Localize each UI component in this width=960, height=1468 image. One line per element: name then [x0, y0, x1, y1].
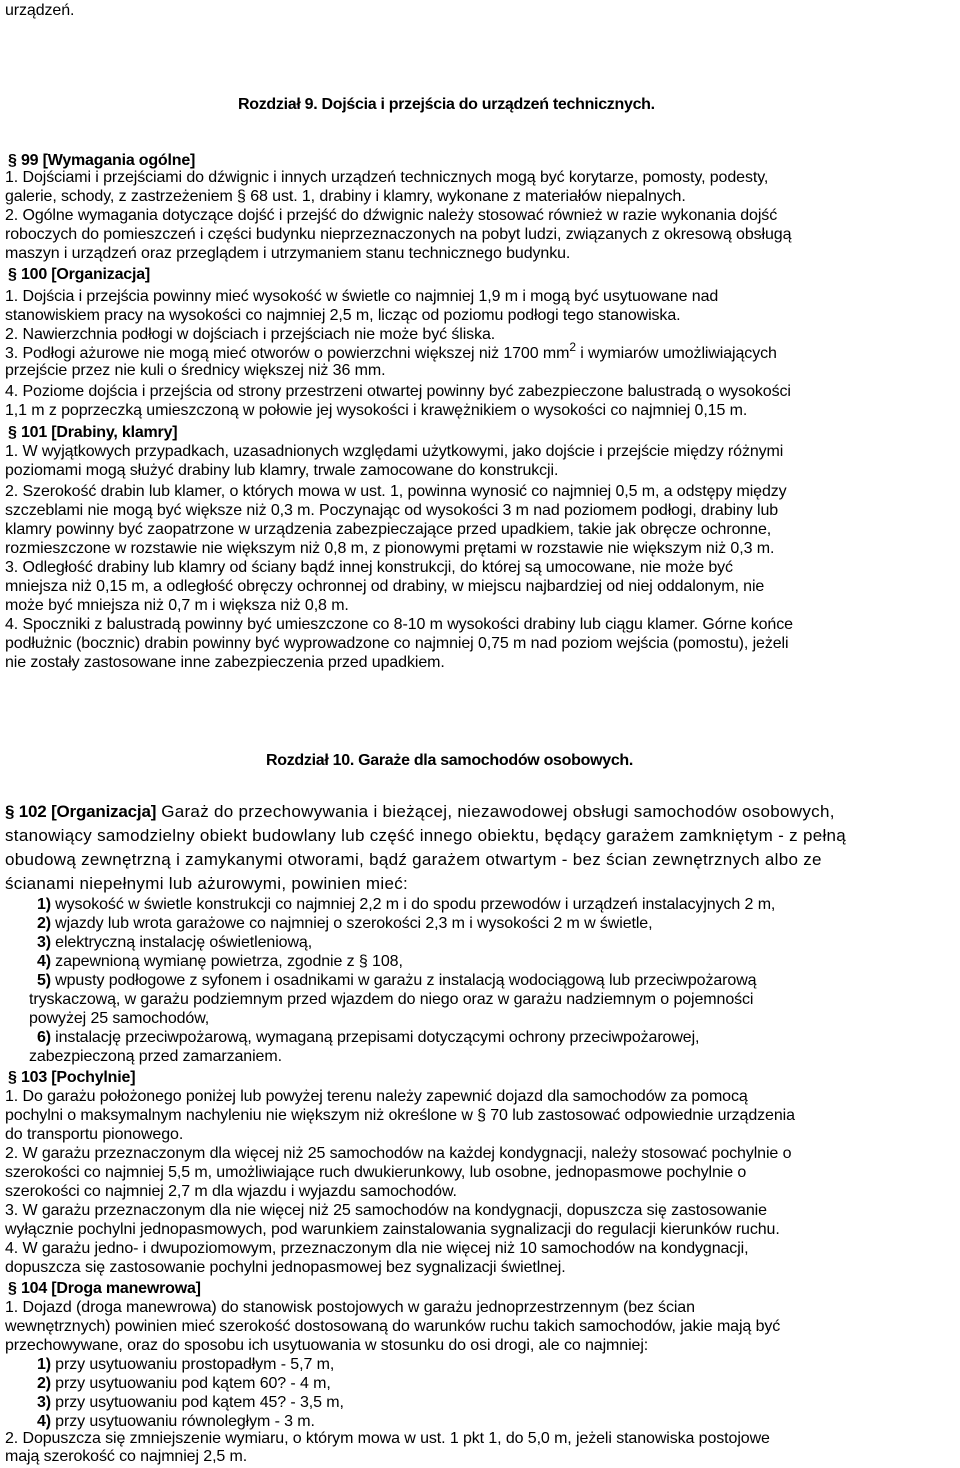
text-line: 2. Dopuszcza się zmniejszenie wymiaru, o którym mowa w ust. 1 pkt 1, do 5,0 m, jeżeli stanowiska postojowe: [5, 1430, 770, 1447]
text-line: 4. Spoczniki z balustradą powinny być umieszczone co 8-10 m wysokości drabiny lub ciągu klamer. Górne końce: [5, 616, 793, 633]
text-line: nie zostały zastosowane inne zabezpieczenia przed upadkiem.: [5, 654, 445, 671]
chapter-10-title: Rozdział 10. Garaże dla samochodów osobowych.: [266, 752, 634, 769]
text-line: rozmieszczone w rozstawie nie większym niż 0,8 m, z pionowymi prętami w rozstawie nie większym niż 0,3 m.: [5, 540, 775, 557]
list-item: 4) zapewnioną wymianę powietrza, zgodnie z § 108,: [37, 953, 403, 970]
superscript: 2: [569, 340, 576, 354]
text-line: 4. W garażu jedno- i dwupoziomowym, przeznaczonym dla nie więcej niż 10 samochodów na kondygnacji,: [5, 1240, 749, 1257]
text-line: poziomami mogą służyć drabiny lub klamry, trwale zamocowane do konstrukcji.: [5, 462, 559, 479]
section-104-heading: § 104 [Droga manewrowa]: [8, 1280, 201, 1297]
text-line: 1,1 m z poprzeczką umieszczoną w połowie jej wysokości i krawężnikiem o wysokości co najmniej 0,15 m.: [5, 402, 748, 419]
text-line: 1. Dojścia i przejścia powinny mieć wysokość w świetle co najmniej 1,9 m i mogą być usytuowane nad: [5, 288, 719, 305]
text-line: podłużnic (bocznic) drabin powinny być wyprowadzone co najmniej 0,75 m nad poziom wejścia (pomostu), jeżeli: [5, 635, 789, 652]
list-item: 3) przy usytuowaniu pod kątem 45? - 3,5 m,: [37, 1394, 344, 1411]
text-line: 2. W garażu przeznaczonym dla więcej niż 25 samochodów na każdej kondygnacji, należy stosować pochylnie o: [5, 1145, 792, 1162]
text-line: do transportu pionowego.: [5, 1126, 184, 1143]
text-line: szerokości co najmniej 2,7 m dla wjazdu i wyjazdu samochodów.: [5, 1183, 457, 1200]
text-line: urządzeń.: [5, 2, 75, 19]
list-item: 2) wjazdy lub wrota garażowe co najmniej o szerokości 2,3 m i wysokości 2 m w świetle,: [37, 915, 653, 932]
text-line: 1. Dojazd (droga manewrowa) do stanowisk postojowych w garażu jednoprzestrzennym (bez ścian: [5, 1299, 695, 1316]
text-line: wyłącznie pochylni jednopasmowych, pod warunkiem zainstalowania sygnalizacji do regulacji kierunków ruchu.: [5, 1221, 780, 1238]
text-line: 2. Nawierzchnia podłogi w dojściach i przejściach nie może być śliska.: [5, 326, 496, 343]
text-line: 2. Szerokość drabin lub klamer, o których mowa w ust. 1, powinna wynosić co najmniej 0,5 m, a odstępy między: [5, 483, 787, 500]
text-line: mają szerokość co najmniej 2,5 m.: [5, 1448, 248, 1465]
text-line: roboczych do pomieszczeń i części budynku nieprzeznaczonych na pobyt ludzi, związanych z okresową obsługą: [5, 226, 792, 243]
text-line: 3. W garażu przeznaczonym dla nie więcej niż 25 samochodów na kondygnacji, dopuszcza się zastosowanie: [5, 1202, 767, 1219]
text-line: przechowywane, oraz do sposobu ich usytuowania w stosunku do osi drogi, ale co najmniej:: [5, 1337, 649, 1354]
text-line: obudową zewnętrzną i zamykanymi otworami, bądź garażem otwartym - bez ścian zewnętrznych albo ze: [5, 850, 822, 869]
text-line: ścianami niepełnymi lub ażurowymi, powinien mieć:: [5, 874, 409, 893]
text-line: przejście przez nie kuli o średnicy większej niż 36 mm.: [5, 362, 386, 379]
section-99-heading: § 99 [Wymagania ogólne]: [8, 152, 196, 169]
list-item: 1) przy usytuowaniu prostopadłym - 5,7 m,: [37, 1356, 335, 1373]
list-item: 5) wpusty podłogowe z syfonem i osadnikami w garażu z instalacją wodociągową lub przeciwpożarową: [37, 972, 757, 989]
text-line: szczeblami nie mogą być większe niż 0,3 m. Poczynając od wysokości 3 m nad poziomem podłogi, drabiny lub: [5, 502, 779, 519]
text-line: może być mniejsza niż 0,7 m i większa niż 0,8 m.: [5, 597, 349, 614]
text-line: 3. Odległość drabiny lub klamry od ściany bądź innej konstrukcji, do której są umocowane, nie może być: [5, 559, 733, 576]
text-line: mniejsza niż 0,15 m, a odległość obręczy ochronnej od drabiny, w miejscu najbardziej od niej oddalonym, nie: [5, 578, 765, 595]
text-line: 1. Do garażu położonego poniżej lub powyżej terenu należy zapewnić dojazd dla samochodów za pomocą: [5, 1088, 748, 1105]
text-line: 3. Podłogi ażurowe nie mogą mieć otworów o powierzchni większej niż 1700 $mm^2$ i wymiarów umożliwiających: [5, 340, 777, 362]
text-line: tryskaczową, w garażu podziemnym przed wjazdem do niego oraz w garażu nadziemnym o pojemności: [29, 991, 754, 1008]
list-item: 6) instalację przeciwpożarową, wymaganą przepisami dotyczącymi ochrony przeciwpożarowej,: [37, 1029, 700, 1046]
section-100-heading: § 100 [Organizacja]: [8, 266, 151, 283]
text-line: szerokości co najmniej 5,5 m, umożliwiające ruch dwukierunkowy, lub osobne, jednopasmowe pochylnie o: [5, 1164, 747, 1181]
text-line: powyżej 25 samochodów,: [29, 1010, 210, 1027]
text-line: 1. W wyjątkowych przypadkach, uzasadnionych względami użytkowymi, jako dojście i przejście między różnymi: [5, 443, 784, 460]
text-line: § 102 [Organizacja] Garaż do przechowywania i bieżącej, niezawodowej obsługi samochodów osobowych,: [5, 802, 835, 821]
section-102-heading: § 102 [Organizacja]: [5, 802, 157, 821]
text-line: pochylni o maksymalnym nachyleniu nie większym niż określone w § 70 lub zastosować odpowiednie urządzenia: [5, 1107, 795, 1124]
section-103-heading: § 103 [Pochylnie]: [8, 1069, 136, 1086]
list-item: 4) przy usytuowaniu równoległym - 3 m.: [37, 1413, 315, 1430]
text-line: wewnętrznych) powinien mieć szerokość dostosowaną do warunków ruchu takich samochodów, jakie mają być: [5, 1318, 781, 1335]
text-line: 2. Ogólne wymagania dotyczące dojść i przejść do dźwignic należy stosować również w razie wykonania dojść: [5, 207, 778, 224]
text-line: zabezpieczoną przed zamarzaniem.: [29, 1048, 282, 1065]
section-101-heading: § 101 [Drabiny, klamry]: [8, 424, 178, 441]
text-line: stanowiący samodzielny obiekt budowlany lub część innego obiektu, będący garażem zamkniętym - z pełną: [5, 826, 847, 845]
text-line: maszyn i urządzeń oraz przeglądem i utrzymaniem stanu technicznego budynku.: [5, 245, 571, 262]
text-line: stanowiskiem pracy na wysokości co najmniej 2,5 m, licząc od poziomu podłogi tego stanowiska.: [5, 307, 681, 324]
text-line: 4. Poziome dojścia i przejścia od strony przestrzeni otwartej powinny być zabezpieczone balustradą o wysokości: [5, 383, 791, 400]
text-line: klamry powinny być zaopatrzone w urządzenia zabezpieczające przed upadkiem, takie jak obręcze ochronne,: [5, 521, 772, 538]
list-item: 2) przy usytuowaniu pod kątem 60? - 4 m,: [37, 1375, 331, 1392]
text-line: 1. Dojściami i przejściami do dźwignic i innych urządzeń technicznych mogą być korytarze, pomosty, podesty,: [5, 169, 769, 186]
list-item: 1) wysokość w świetle konstrukcji co najmniej 2,2 m i do spodu przewodów i urządzeń instalacyjnych 2 m,: [37, 896, 776, 913]
chapter-9-title: Rozdział 9. Dojścia i przejścia do urządzeń technicznych.: [238, 96, 655, 113]
list-item: 3) elektryczną instalację oświetleniową,: [37, 934, 313, 951]
text-line: dopuszcza się zastosowanie pochylni jednopasmowej bez sygnalizacji świetlnej.: [5, 1259, 566, 1276]
text-line: galerie, schody, z zastrzeżeniem § 68 ust. 1, drabiny i klamry, wykonane z materiałów niepalnych.: [5, 188, 686, 205]
